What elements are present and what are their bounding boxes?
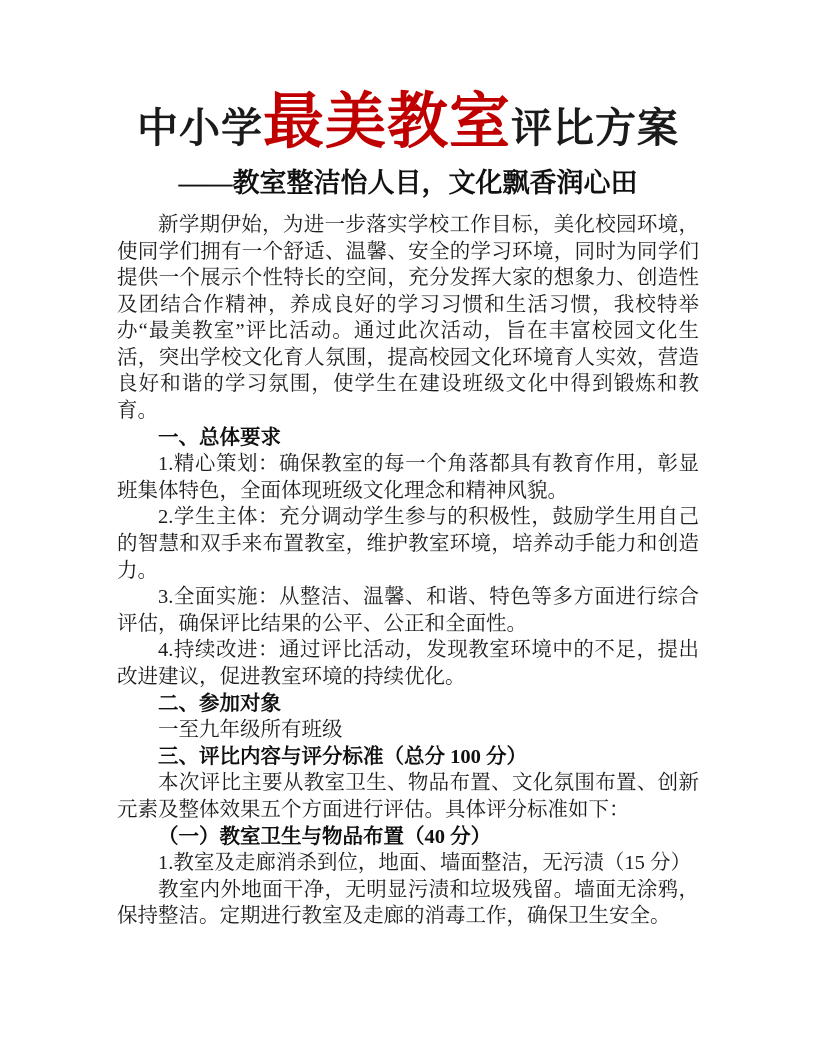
requirement-item-2: 2.学生主体：充分调动学生参与的积极性，鼓励学生用自己的智慧和双手来布置教室，维护教室环境，培养动手能力和创造力。 <box>117 506 699 582</box>
criteria-item-1: 1.教室及走廊消杀到位，地面、墙面整洁，无污渍（15 分） <box>158 852 691 875</box>
participants-paragraph: 一至九年级所有班级 <box>158 719 343 742</box>
title-prefix: 中小学 <box>136 105 263 151</box>
document-body <box>117 212 699 930</box>
section-heading-1: 一、总体要求 <box>158 426 281 449</box>
document-content <box>117 90 699 930</box>
requirement-item-1: 1.精心策划：确保教室的每一个角落都具有教育作用，彰显班集体特色，全面体现班级文化理念和精神风貌。 <box>117 453 699 502</box>
section-heading-3: 三、评比内容与评分标准（总分 100 分） <box>158 745 527 768</box>
document-title <box>117 90 699 156</box>
requirement-item-4: 4.持续改进：通过评比活动，发现教室环境中的不足，提出改进建议，促进教室环境的持续优化。 <box>117 639 699 689</box>
criteria-intro-paragraph: 本次评比主要从教室卫生、物品布置、文化氛围布置、创新元素及整体效果五个方面进行评估。具体评分标准如下： <box>117 772 699 821</box>
title-suffix: 评比方案 <box>511 105 679 151</box>
section-heading-2: 二、参加对象 <box>158 692 281 715</box>
requirement-item-3: 3.全面实施：从整洁、温馨、和谐、特色等多方面进行综合评估，确保评比结果的公平、公正和全面性。 <box>117 586 699 635</box>
title-highlight: 最美教室 <box>262 89 511 156</box>
criteria-detail-paragraph: 教室内外地面干净，无明显污渍和垃圾残留。墙面无涂鸦，保持整洁。定期进行教室及走廊的消毒工作，确保卫生安全。 <box>117 878 699 928</box>
subsection-heading-1: （一）教室卫生与物品布置（40 分） <box>158 825 492 848</box>
document-subtitle: ——教室整洁怡人目，文化飘香润心田 <box>178 167 638 198</box>
intro-paragraph: 新学期伊始，为进一步落实学校工作目标，美化校园环境，使同学们拥有一个舒适、温馨、安全的学习环境，同时为同学们提供一个展示个性特长的空间，充分发挥大家的想象力、创造性及团结合作精神，养成良好的学习习惯和生活习惯，我校特举办“最美教室”评比活动。通过此次活动，旨在丰富校园文化生活，突出学校文化育人氛围，提高校园文化环境育人实效，营造良好和谐的学习氛围，使学生在建设班级文化中得到锻炼和教育。 <box>117 213 699 423</box>
